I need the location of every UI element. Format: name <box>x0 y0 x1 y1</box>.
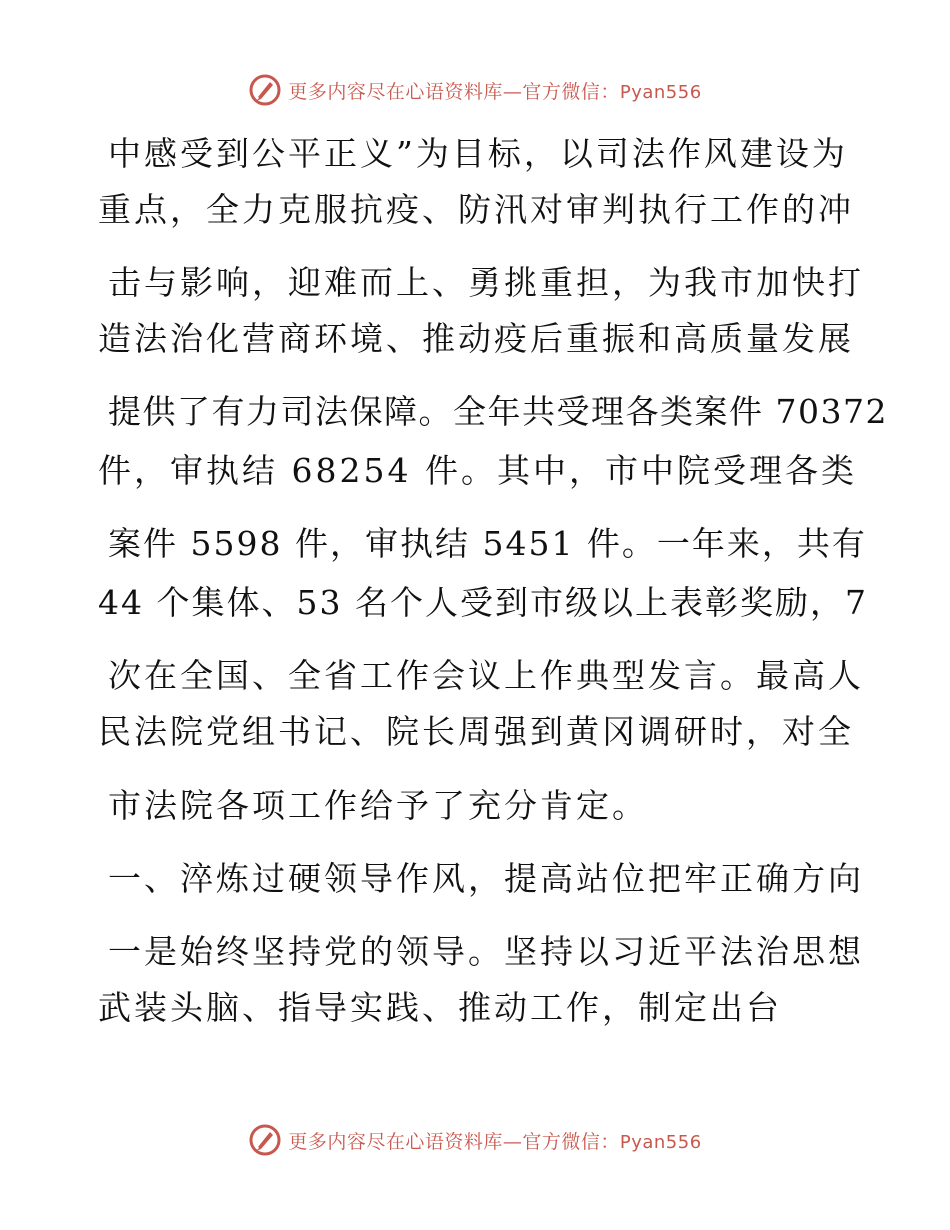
pen-logo-icon <box>248 1123 282 1157</box>
header-watermark <box>0 72 950 108</box>
text-line-14: 武装头脑、指导实践、推动工作，制定出台 <box>98 988 782 1027</box>
text-line-10: 民法院党组书记、院长周强到黄冈调研时，对全 <box>98 712 854 751</box>
text-line-3: 击与影响，迎难而上、勇挑重担，为我市加快打 <box>108 263 864 302</box>
watermark-text: 更多内容尽在心语资料库—官方微信：Pyan556 <box>288 80 702 103</box>
watermark-text: 更多内容尽在心语资料库—官方微信：Pyan556 <box>288 1130 702 1153</box>
text-line-6: 件，审执结 68254 件。其中，市中院受理各类 <box>98 451 857 490</box>
text-line-5: 提供了有力司法保障。全年共受理各类案件 70372 <box>108 392 888 431</box>
text-line-2: 重点，全力克服抗疫、防汛对审判执行工作的冲 <box>98 190 854 229</box>
pen-logo-icon <box>248 73 282 107</box>
text-line-4: 造法治化营商环境、推动疫后重振和高质量发展 <box>98 319 854 358</box>
text-line-1: 中感受到公平正义”为目标，以司法作风建设为 <box>108 134 848 173</box>
text-line-13: 一是始终坚持党的领导。坚持以习近平法治思想 <box>108 932 864 971</box>
text-line-9: 次在全国、全省工作会议上作典型发言。最高人 <box>108 656 864 695</box>
text-line-7: 案件 5598 件，审执结 5451 件。一年来，共有 <box>108 524 867 563</box>
footer-watermark <box>0 1122 950 1158</box>
section-heading: 一、淬炼过硬领导作风，提高站位把牢正确方向 <box>108 859 864 898</box>
text-line-11: 市法院各项工作给予了充分肯定。 <box>108 786 648 825</box>
text-line-8: 44 个集体、53 名个人受到市级以上表彰奖励，7 <box>98 583 868 622</box>
